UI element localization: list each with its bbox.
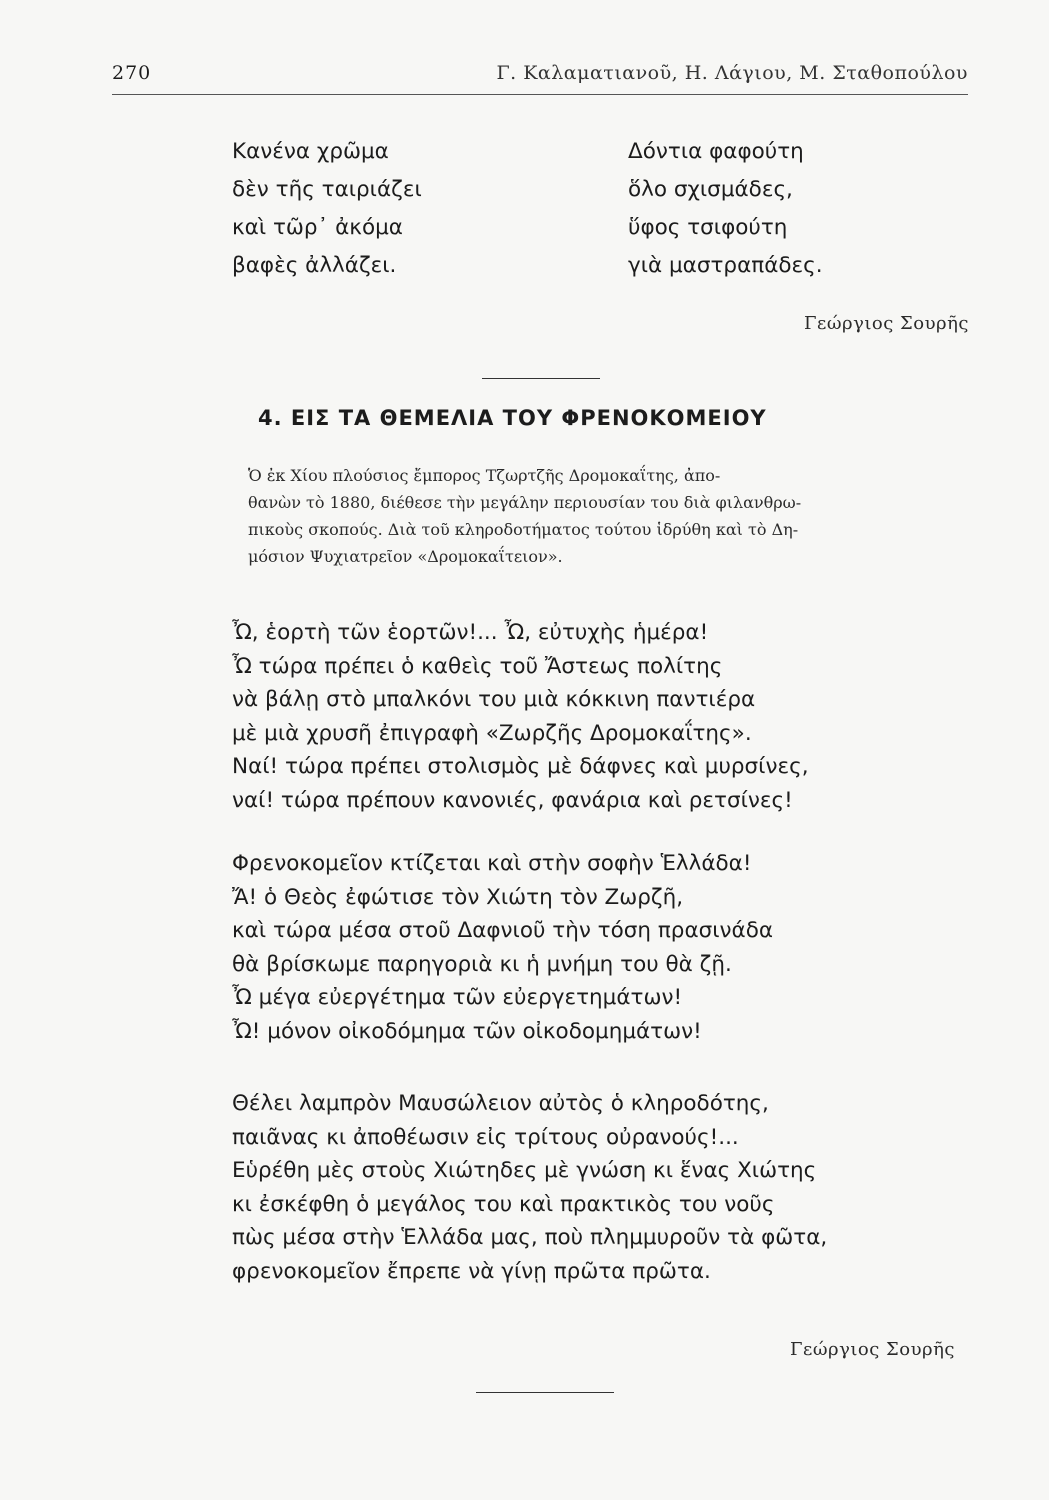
verse-line: Δόντια φαφούτη: [628, 139, 804, 164]
verse-line: γιὰ μαστραπάδες.: [628, 253, 823, 278]
page-number: 270: [112, 62, 152, 84]
verse-line: Ὦ μέγα εὐεργέτημα τῶν εὐεργετημάτων!: [232, 985, 683, 1010]
verse-line: Ὦ τώρα πρέπει ὁ καθεὶς τοῦ Ἄστεως πολίτης: [232, 653, 723, 679]
introductory-note: [248, 462, 964, 570]
running-head-authors: Γ. Καλαματιανοῦ, Η. Λάγιου, Μ. Σταθοπούλου: [496, 62, 968, 84]
poem-4-signature: Γεώργιος Σουρῆς: [790, 1339, 955, 1360]
stanza-2: [232, 847, 972, 1048]
verse-line: κι ἐσκέφθη ὁ μεγάλος του καὶ πρακτικὸς του νοῦς: [232, 1191, 775, 1217]
verse-line: Εὑρέθη μὲς στοὺς Χιώτηδες μὲ γνώση κι ἕνας Χιώτης: [232, 1158, 817, 1183]
verse-line: Ὦ, ἑορτὴ τῶν ἑορτῶν!... Ὦ, εὐτυχὴς ἡμέρα!: [232, 620, 709, 645]
verse-line: μὲ μιὰ χρυσῆ ἐπιγραφὴ «Ζωρζῆς Δρομοκαΐτης».: [232, 720, 752, 746]
note-line: μόσιον Ψυχιατρεῖον «Δρομοκαΐτειον».: [248, 547, 563, 566]
verse-line: βαφὲς ἀλλάζει.: [232, 253, 397, 278]
verse-line: φρενοκομεῖον ἔπρεπε νὰ γίνῃ πρῶτα πρῶτα.: [232, 1258, 711, 1284]
poem-3-left-column: [232, 133, 422, 285]
verse-line: Ὦ! μόνον οἰκοδόμημα τῶν οἰκοδομημάτων!: [232, 1018, 702, 1044]
poem-3-right-column: [628, 133, 823, 285]
note-line: Ὁ ἐκ Χίου πλούσιος ἔμπορος Τζωρτζῆς Δρομοκαΐτης, ἀπο-: [248, 466, 721, 485]
stanza-1: [232, 616, 972, 817]
verse-line: ὅλο σχισμάδες,: [628, 177, 793, 202]
section-heading: 4. ΕΙΣ ΤΑ ΘΕΜΕΛΙΑ ΤΟΥ ΦΡΕΝΟΚΟΜΕΙΟΥ: [258, 406, 767, 430]
verse-line: θὰ βρίσκωμε παρηγοριὰ κι ἡ μνήμη του θὰ ζῇ.: [232, 951, 732, 977]
verse-line: ὕφος τσιφούτη: [628, 215, 788, 240]
verse-line: καὶ τώρα μέσα στοῦ Δαφνιοῦ τὴν τόση πρασινάδα: [232, 918, 774, 943]
poem-3-signature: Γεώργιος Σουρῆς: [804, 313, 969, 334]
verse-line: παιᾶνας κι ἀποθέωσιν εἰς τρίτους οὐρανούς!...: [232, 1124, 739, 1150]
verse-line: Φρενοκομεῖον κτίζεται καὶ στὴν σοφὴν Ἑλλάδα!: [232, 851, 752, 876]
section-divider: [482, 378, 600, 379]
verse-line: Ἄ! ὁ Θεὸς ἐφώτισε τὸν Χιώτη τὸν Ζωρζῆ,: [232, 884, 684, 910]
verse-line: Ναί! τώρα πρέπει στολισμὸς μὲ δάφνες καὶ μυρσίνες,: [232, 754, 809, 779]
verse-line: πὼς μέσα στὴν Ἑλλάδα μας, ποὺ πλημμυροῦν τὰ φῶτα,: [232, 1225, 828, 1250]
verse-line: καὶ τῶρ᾽ ἀκόμα: [232, 215, 403, 240]
note-line: θανὼν τὸ 1880, διέθεσε τὴν μεγάλην περιουσίαν του διὰ φιλανθρω-: [248, 493, 802, 512]
end-divider: [476, 1392, 614, 1393]
verse-line: νὰ βάλῃ στὸ μπαλκόνι του μιὰ κόκκινη παντιέρα: [232, 687, 756, 712]
running-header: [112, 58, 968, 95]
verse-line: δὲν τῆς ταιριάζει: [232, 177, 422, 202]
note-line: πικοὺς σκοπούς. Διὰ τοῦ κληροδοτήματος τούτου ἱδρύθη καὶ τὸ Δη-: [248, 520, 799, 539]
verse-line: Θέλει λαμπρὸν Μαυσώλειον αὐτὸς ὁ κληροδότης,: [232, 1091, 769, 1116]
verse-line: Κανένα χρῶμα: [232, 139, 389, 164]
verse-line: ναί! τώρα πρέπουν κανονιές, φανάρια καὶ ρετσίνες!: [232, 787, 793, 813]
stanza-3: [232, 1087, 972, 1288]
